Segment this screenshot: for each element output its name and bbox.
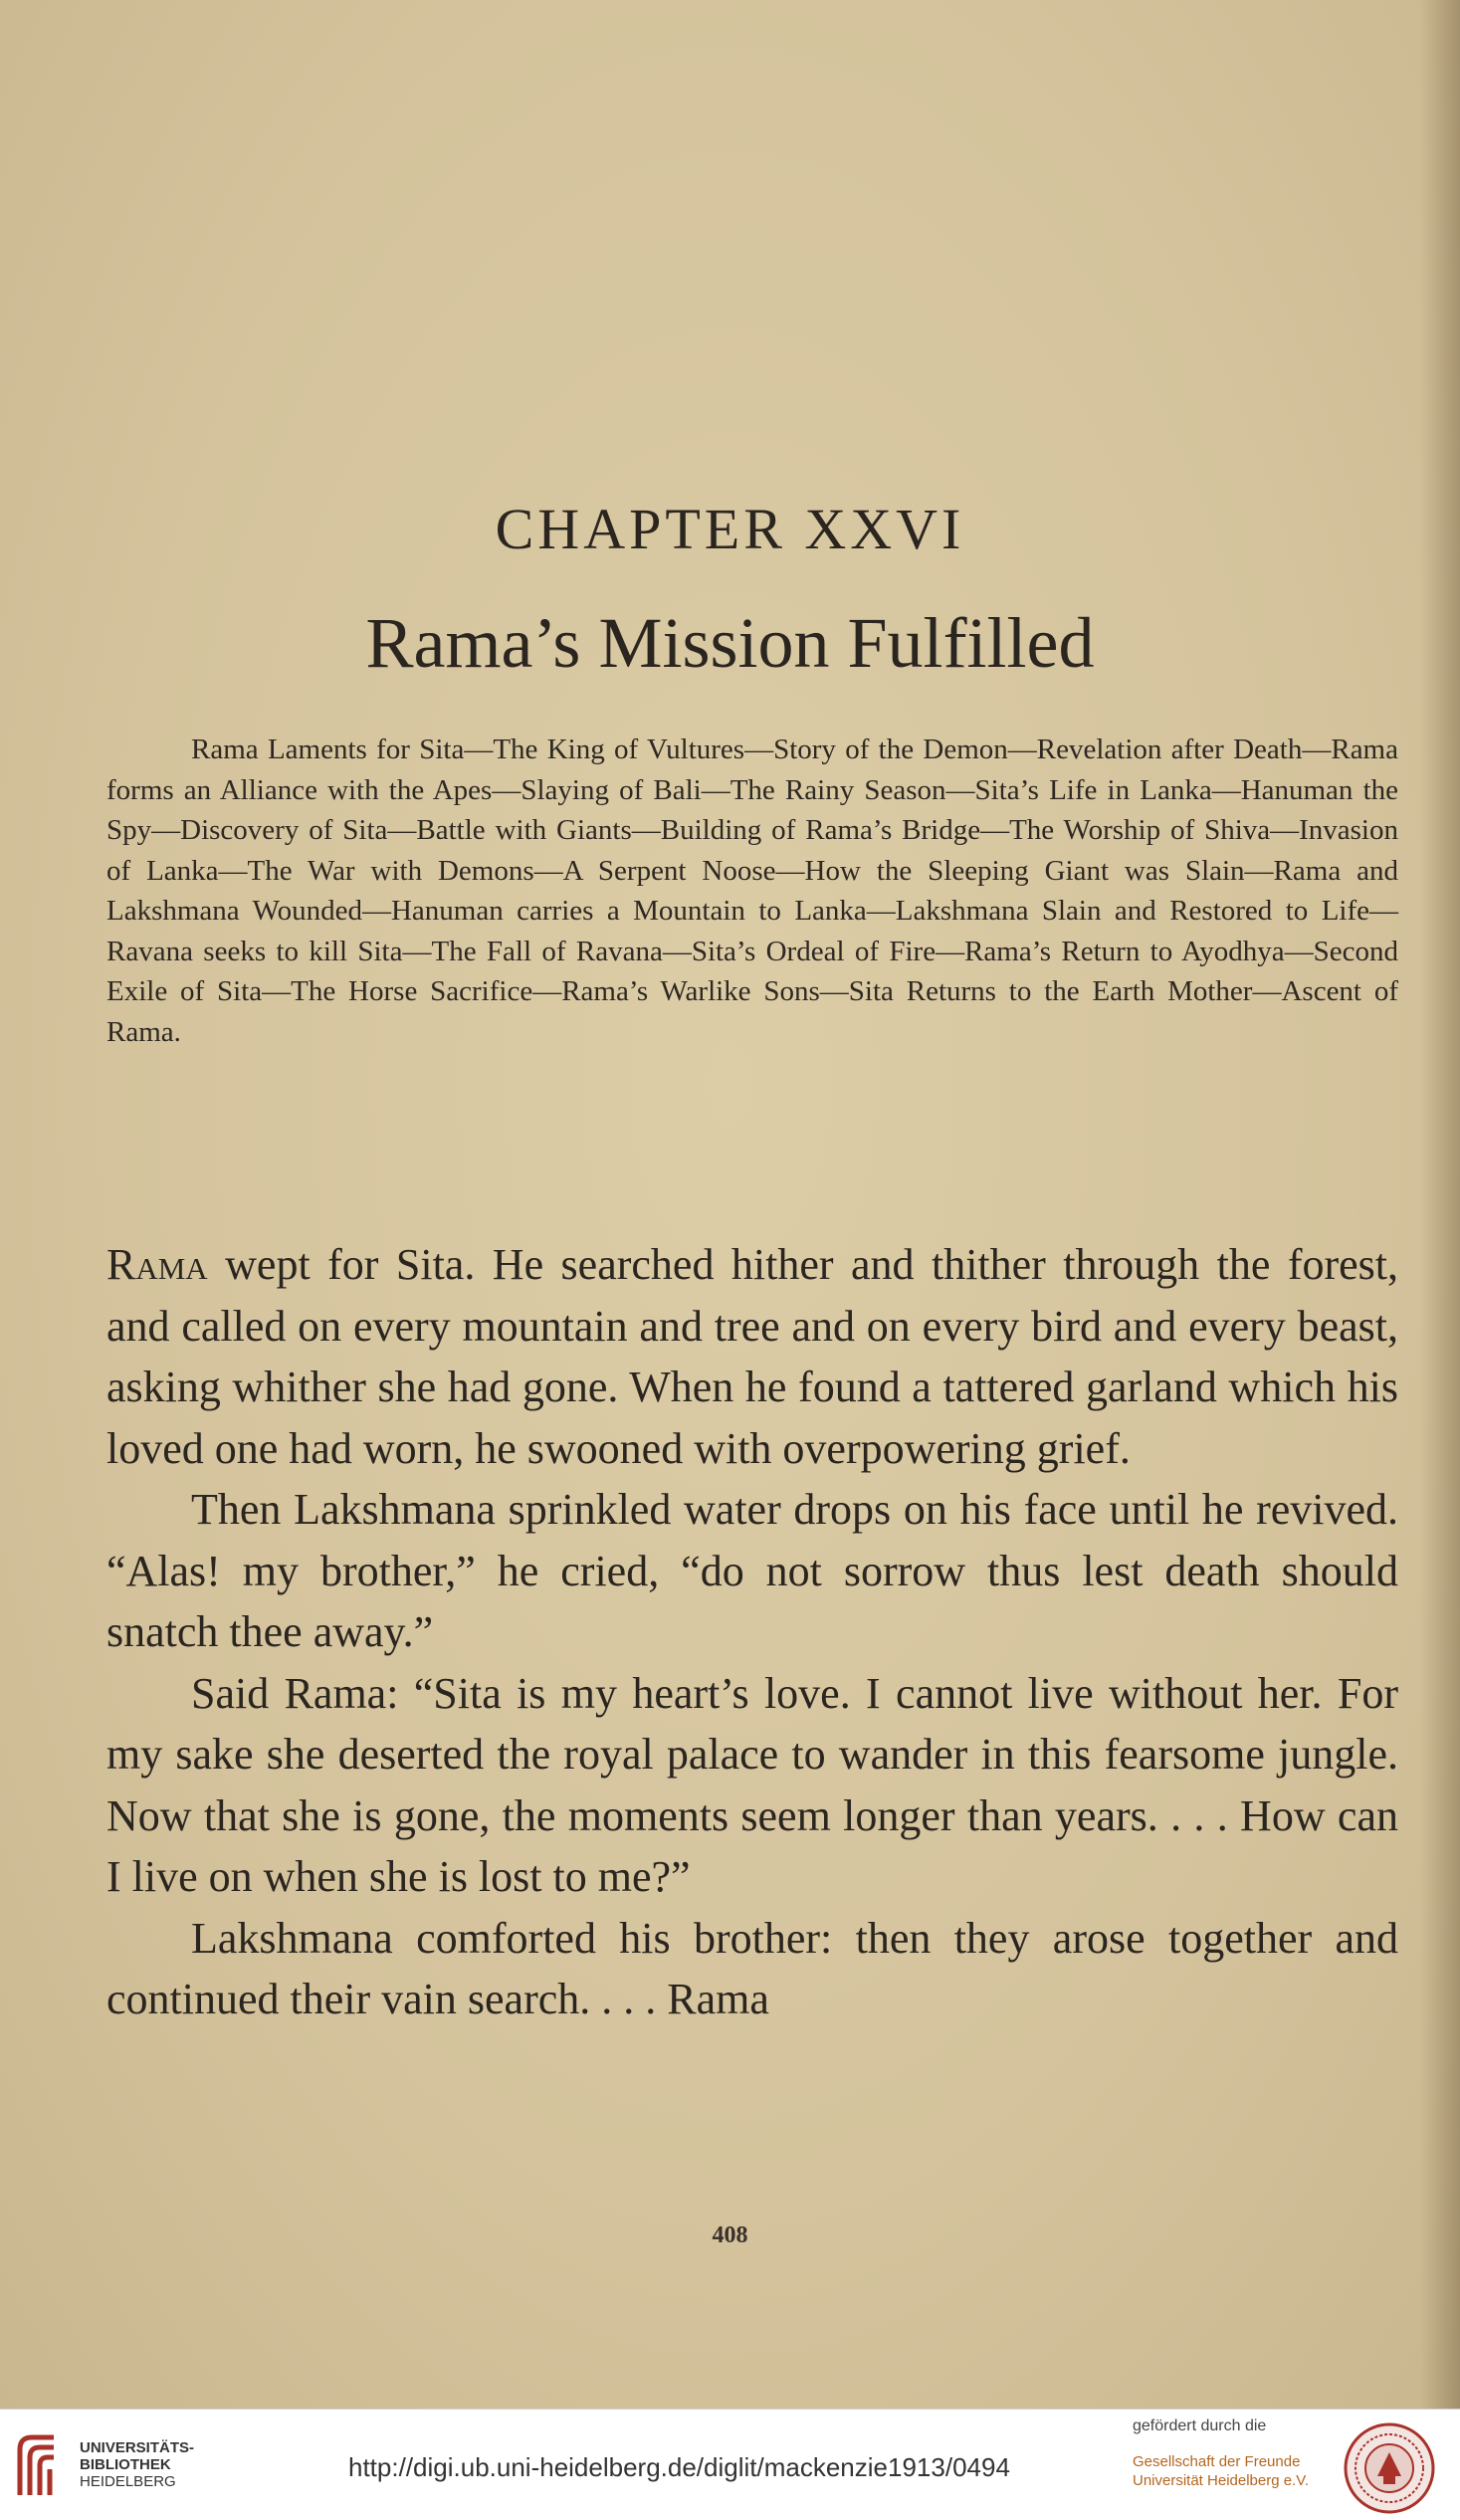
library-name-line-2: BIBLIOTHEK (80, 2456, 171, 2473)
paragraph-3: Said Rama: “Sita is my heart’s love. I cannot live without her. For my sake she deserted the royal palace to wander in this fearsome jungle. Now that she is gone, the moments seem longer than years. . . . How can I live on when she is lost to me?” (106, 1668, 1398, 1901)
paragraph-4: Lakshmana comforted his brother: then they arose together and continued their vain search. . . . Rama (106, 1913, 1398, 2023)
society-name-line-2: Universität Heidelberg e.V. (1133, 2472, 1310, 2489)
page-edge-shadow (1420, 0, 1460, 2409)
paragraph-1 (106, 1234, 1398, 1479)
society-name[interactable] (1133, 2452, 1309, 2490)
paragraph-2: Then Lakshmana sprinkled water drops on his face until he revived. “Alas! my brother,” he cried, “do not sorrow thus lest death should snatch thee away.” (106, 1485, 1398, 1656)
body-text (106, 1234, 1398, 2030)
society-name-line-1: Gesellschaft der Freunde (1133, 2453, 1301, 2470)
funded-by-label: gefördert durch die (1133, 2417, 1267, 2434)
drop-lead-word: Rama (106, 1240, 208, 1289)
chapter-number: CHAPTER XXVI (495, 497, 965, 561)
university-library-name[interactable] (80, 2439, 194, 2490)
chapter-title: Rama’s Mission Fulfilled (365, 603, 1095, 683)
permalink-url[interactable]: http://digi.ub.uni-heidelberg.de/diglit/mackenzie1913/0494 (348, 2452, 1010, 2482)
page-number: 408 (712, 2222, 748, 2248)
viewer-footer (0, 2409, 1460, 2520)
library-name-line-3: HEIDELBERG (80, 2473, 176, 2490)
library-name-line-1: UNIVERSITÄTS- (80, 2439, 195, 2456)
university-seal-icon[interactable] (1344, 2422, 1435, 2514)
chapter-synopsis: Rama Laments for Sita—The King of Vultures—Story of the Demon—Revelation after Death—Rama forms an Alliance with the Apes—Slaying of Bali—The Rainy Season—Sita’s Life in Lanka—Hanuman the Spy—Discovery of Sita—Battle with Giants—Building of Rama’s Bridge—The Worship of Shiva—Invasion of Lanka—The War with Demons—A Serpent Noose—How the Sleeping Giant was Slain—Rama and Lakshmana Wounded—Hanuman carries a Mountain to Lanka—Lakshmana Slain and Restored to Life—Ravana seeks to kill Sita—The Fall of Ravana—Sita’s Ordeal of Fire—Rama’s Return to Ayodhya—Second Exile of Sita—The Horse Sacrifice—Rama’s Warlike Sons—Sita Returns to the Earth Mother—Ascent of Rama. (106, 734, 1398, 1048)
paragraph-1-text: wept for Sita. He searched hither and thither through the forest, and called on every mountain and tree and on every bird and every beast, asking whither she had gone. When he found a tattered garland which his loved one had worn, he swooned with overpowering grief. (106, 1240, 1398, 1473)
university-library-logo-icon[interactable] (14, 2429, 60, 2501)
